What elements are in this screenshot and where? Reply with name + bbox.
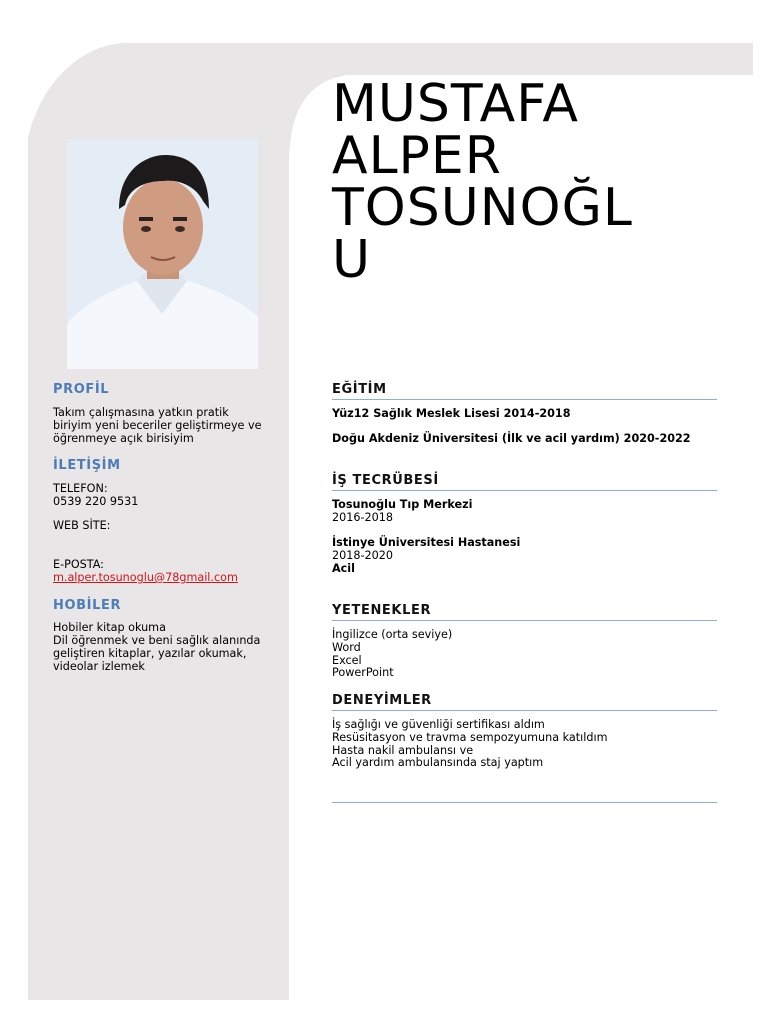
phone-label: TELEFON: <box>53 482 108 495</box>
profile-line: biriyim yeni beceriler geliştirmeye ve <box>53 419 262 432</box>
hobby-line: Hobiler kitap okuma <box>53 621 166 634</box>
skills-list <box>332 629 722 680</box>
activity-item: Hasta nakil ambulansı ve <box>332 743 474 757</box>
profile-line: öğrenmeye açık birisiyim <box>53 432 194 445</box>
email-link[interactable]: m.alper.tosunoglu@78gmail.com <box>53 571 238 584</box>
job-years: 2016-2018 <box>332 510 393 524</box>
experience-heading: İŞ TECRÜBESİ <box>332 473 717 491</box>
job-entry <box>332 537 722 575</box>
job-role: Acil <box>332 561 355 575</box>
skill-item: İngilizce (orta seviye) <box>332 628 453 641</box>
job-years: 2018-2020 <box>332 548 393 562</box>
hobby-line: videolar izlemek <box>53 660 145 673</box>
skill-item: Excel <box>332 653 362 667</box>
email-label: E-POSTA: <box>53 558 104 571</box>
skill-item: Word <box>332 640 361 654</box>
skills-heading: YETENEKLER <box>332 603 717 621</box>
job-title: Tosunoğlu Tıp Merkezi <box>332 498 473 511</box>
name-line: ALPER <box>332 126 502 186</box>
contact-heading: İLETİŞİM <box>53 458 121 473</box>
profile-text <box>53 406 279 445</box>
activity-item: İş sağlığı ve güvenliği sertifikası aldım <box>332 718 545 731</box>
hobbies-heading: HOBİLER <box>53 598 122 613</box>
job-title: İstinye Üniversitesi Hastanesi <box>332 536 521 549</box>
profile-photo <box>67 139 258 369</box>
activities-list <box>332 719 722 770</box>
phone-block <box>53 482 279 508</box>
section-divider <box>332 802 717 803</box>
job-entry <box>332 499 722 525</box>
web-label: WEB SİTE: <box>53 519 111 532</box>
education-item: Doğu Akdeniz Üniversitesi (İlk ve acil yardım) 2020-2022 <box>332 432 691 445</box>
hobby-line: Dil öğrenmek ve beni sağlık alanında <box>53 634 261 647</box>
education-item: Yüz12 Sağlık Meslek Lisesi 2014-2018 <box>332 407 571 420</box>
name-line: U <box>332 230 372 290</box>
name-line: TOSUNOĞL <box>332 178 633 238</box>
activity-item: Acil yardım ambulansında staj yaptım <box>332 756 544 770</box>
activities-heading: DENEYİMLER <box>332 693 717 711</box>
email-block <box>53 558 279 584</box>
name-line: MUSTAFA <box>332 74 579 134</box>
phone-number: 0539 220 9531 <box>53 495 139 508</box>
profile-line: Takım çalışmasına yatkın pratik <box>53 406 229 419</box>
web-block <box>53 519 279 532</box>
skill-item: PowerPoint <box>332 666 394 680</box>
profile-heading: PROFİL <box>53 382 110 397</box>
activity-item: Resüsitasyon ve travma sempozyumuna katıldım <box>332 730 608 744</box>
education-heading: EĞİTİM <box>332 382 717 400</box>
hobbies-text <box>53 621 279 673</box>
candidate-name <box>332 74 702 290</box>
hobby-line: geliştiren kitaplar, yazılar okumak, <box>53 647 247 660</box>
